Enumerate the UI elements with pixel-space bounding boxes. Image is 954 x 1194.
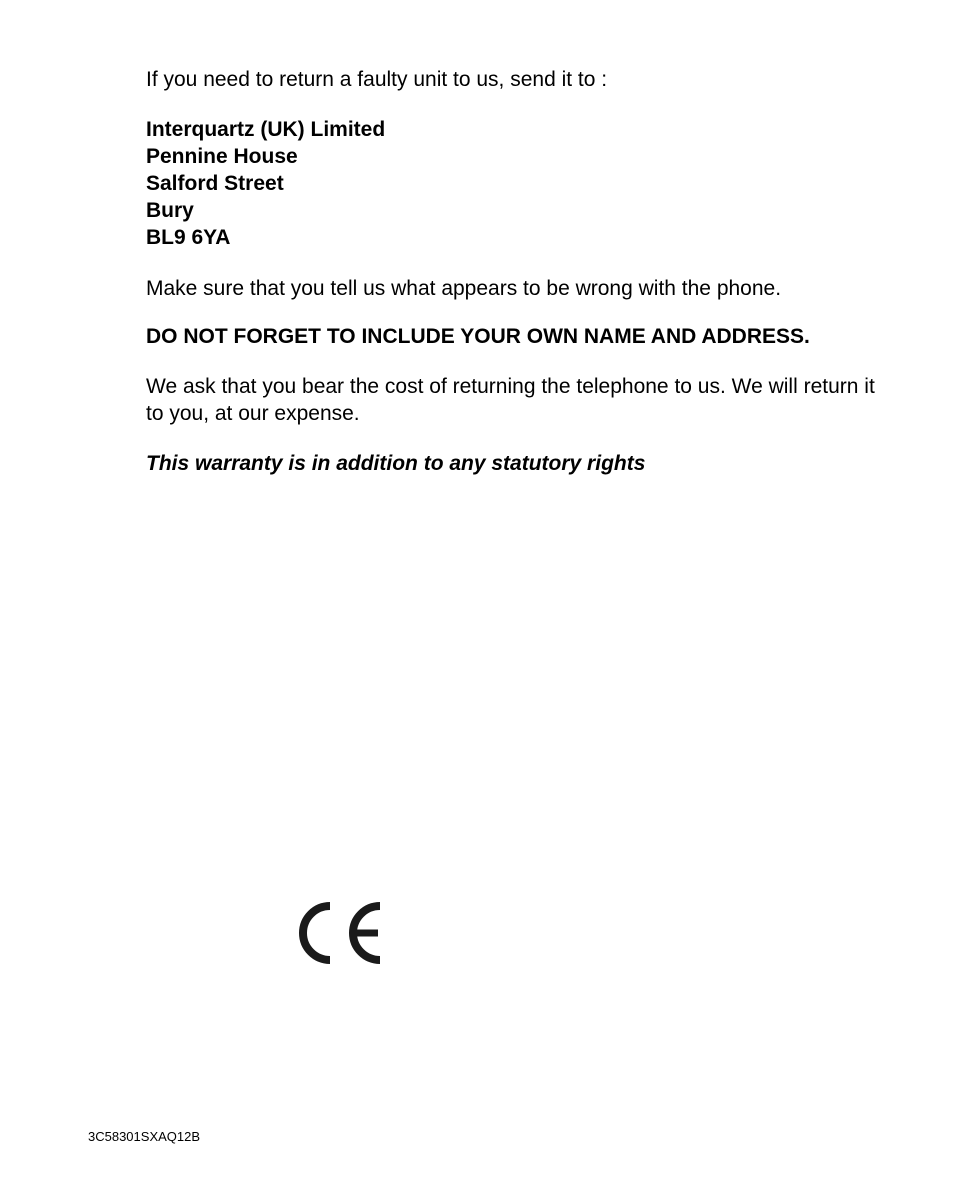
return-intro-text: If you need to return a faulty unit to us, send it to : <box>146 68 608 91</box>
fault-description-instruction: Make sure that you tell us what appears to be wrong with the phone. <box>146 277 782 300</box>
ce-mark-icon <box>296 900 384 966</box>
include-address-warning: DO NOT FORGET TO INCLUDE YOUR OWN NAME AND ADDRESS. <box>146 325 810 348</box>
return-cost-notice: We ask that you bear the cost of returning the telephone to us. We will return it to you, at our expense. <box>146 375 875 425</box>
address-line-street: Salford Street <box>146 172 284 195</box>
return-address <box>146 116 886 251</box>
document-code: 3C58301SXAQ12B <box>88 1129 201 1144</box>
address-line-town: Bury <box>146 199 194 222</box>
address-line-building: Pennine House <box>146 145 298 168</box>
address-line-company: Interquartz (UK) Limited <box>146 118 386 141</box>
statutory-rights-note: This warranty is in addition to any statutory rights <box>146 452 646 475</box>
address-line-postcode: BL9 6YA <box>146 226 231 249</box>
